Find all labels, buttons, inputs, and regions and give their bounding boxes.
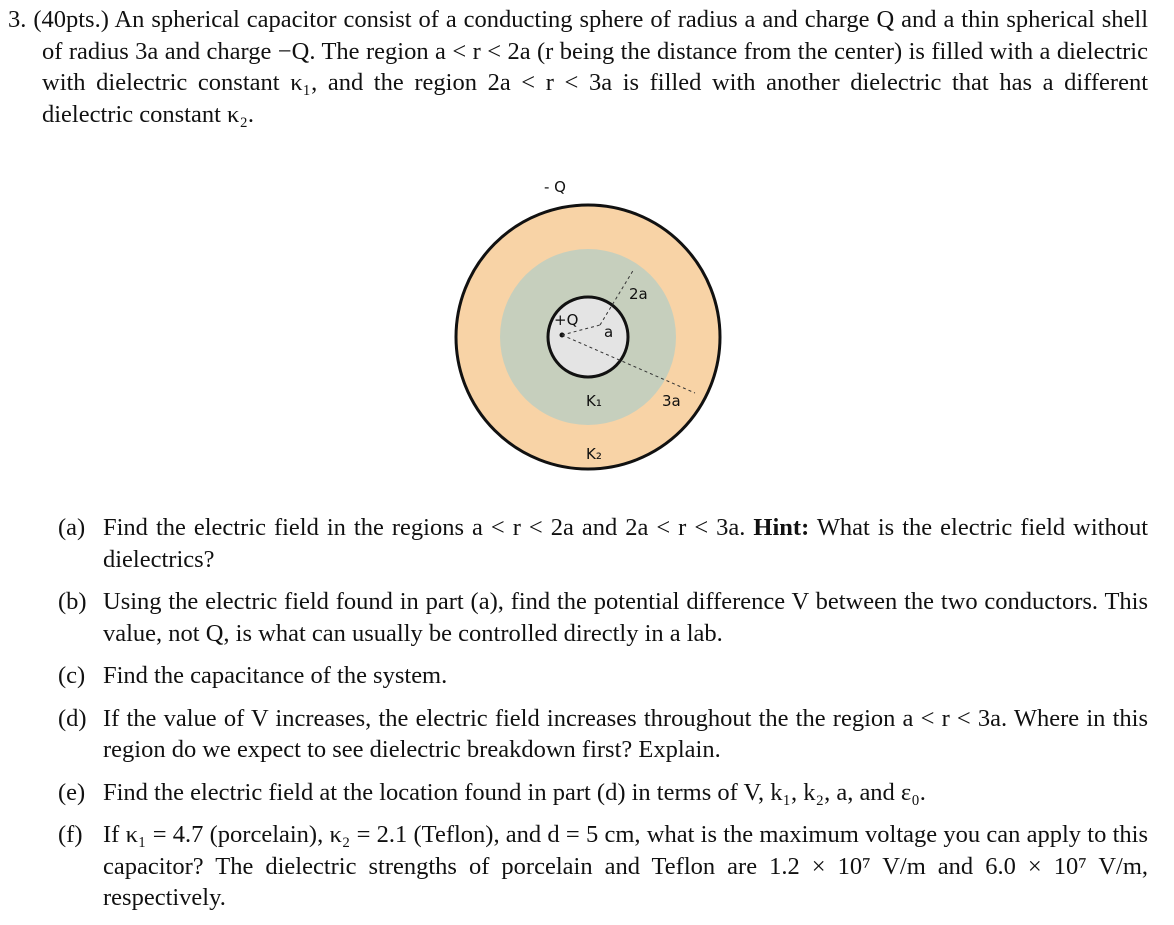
kappa2-label: K₂ bbox=[586, 445, 602, 463]
part-label: (e) bbox=[58, 778, 86, 806]
part-label: (d) bbox=[58, 704, 87, 732]
part-text: Find the electric field at the location found in part (d) in terms of V, k₁, k₂, a, and ε₀. bbox=[103, 778, 926, 806]
part-text: Find the electric field in the regions a < r < 2a and 2a < r < 3a. bbox=[103, 514, 746, 541]
part-b bbox=[58, 586, 1148, 649]
capacitor-figure bbox=[450, 165, 730, 475]
part-d bbox=[58, 703, 1148, 766]
part-label: (f) bbox=[58, 821, 83, 848]
part-text: Using the electric field found in part (a), find the potential difference V between the two conductors. This value, not Q, is what can usually be controlled directly in a lab. bbox=[103, 588, 1148, 647]
problem-statement bbox=[8, 4, 1148, 130]
inner-charge-label: +Q bbox=[554, 311, 579, 329]
radius-a-label: a bbox=[604, 323, 614, 341]
part-c bbox=[58, 660, 1148, 692]
radius-3a-label: 3a bbox=[662, 392, 681, 410]
hint-text: What is the electric field without dielectrics? bbox=[103, 514, 1149, 573]
part-label: (b) bbox=[58, 588, 87, 615]
capacitor-diagram bbox=[450, 165, 730, 475]
kappa1-label: K₁ bbox=[586, 392, 602, 410]
problem-points: (40pts.) bbox=[33, 6, 109, 33]
part-e bbox=[58, 777, 1148, 809]
part-text: If the value of V increases, the electric field increases throughout the the region a < r < 3a. Where in this region do we expect to see dielectric breakdown first? Explain. bbox=[103, 704, 1148, 763]
problem-text: An spherical capacitor consist of a conducting sphere of radius a and charge Q and a thin spherical shell of radius 3a and charge −Q. The region a < r < 2a (r being the distance from the center) is filled with a dielectric with dielectric constant κ₁, and the region 2a < r < 3a is filled with another dielectric that has a different dielectric constant κ₂. bbox=[42, 6, 1148, 128]
question-parts bbox=[58, 512, 1148, 925]
part-a bbox=[58, 512, 1148, 575]
part-text: Find the capacitance of the system. bbox=[103, 662, 448, 689]
part-label: (c) bbox=[58, 662, 86, 689]
problem-number: 3. bbox=[8, 6, 27, 33]
part-label: (a) bbox=[58, 514, 86, 541]
outer-charge-label: - Q bbox=[544, 178, 566, 196]
part-text: If κ₁ = 4.7 (porcelain), κ₂ = 2.1 (Teflon), and d = 5 cm, what is the maximum voltage you can apply to this capacitor? The dielectric strengths of porcelain and Teflon are 1.2 × 10⁷ V/m and 6.0 × 10⁷ V/m, respectively. bbox=[103, 821, 1148, 911]
radius-2a-label: 2a bbox=[629, 285, 648, 303]
part-f bbox=[58, 819, 1148, 914]
inner-sphere bbox=[548, 297, 628, 377]
hint-label: Hint: bbox=[753, 514, 810, 541]
